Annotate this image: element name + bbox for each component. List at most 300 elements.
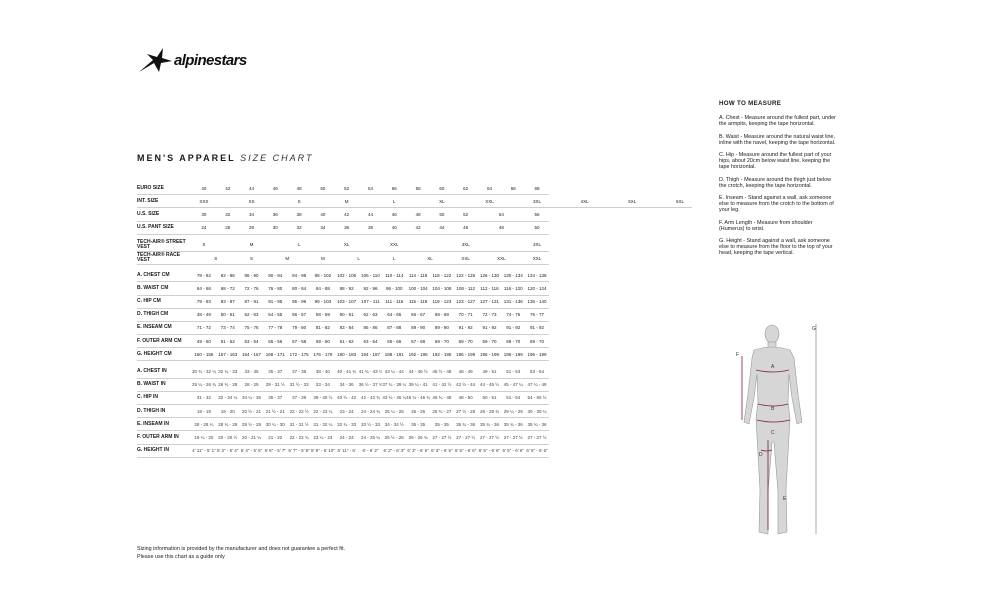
table-cell: 6XL	[668, 195, 692, 208]
table-cell: 192 - 195	[430, 348, 454, 361]
table-cell: 37 - 39	[287, 391, 311, 404]
title-strong: MEN'S APPAREL	[137, 153, 236, 163]
table-cell: XL	[335, 239, 359, 252]
row-label: E. INSEAM IN	[137, 418, 192, 431]
table-cell: 5' 4" - 5' 5"	[240, 444, 264, 457]
table-cell: 33 - 35	[240, 365, 264, 378]
table-cell: 21 ½ - 21	[263, 405, 287, 418]
table-cell: 50	[430, 208, 454, 221]
table-cell: 150 - 156	[192, 348, 216, 361]
table-cell: 55 - 56	[263, 335, 287, 348]
table-cell: 35 ¾ - 36	[525, 418, 549, 431]
table-cell	[311, 195, 335, 208]
row-label: F. OUTER ARM IN	[137, 431, 192, 444]
table-cell: 103 - 107	[335, 295, 359, 308]
table-cell: 63 - 64	[359, 335, 383, 348]
table-cell: 134 - 138	[525, 269, 549, 282]
table-cell: 30 ¼ - 30	[263, 418, 287, 431]
disclaimer-line-2: Please use this chart as a guide only	[137, 553, 225, 560]
table-cell: 46	[263, 182, 287, 195]
table-cell: 40 - 41 ¾	[335, 365, 359, 378]
table-cell: XS	[240, 195, 264, 208]
table-cell: 46	[382, 208, 406, 221]
table-cell: S	[240, 251, 264, 264]
table-cell: 78 - 82	[192, 269, 216, 282]
table-cell: 58	[406, 182, 430, 195]
table-cell: 56	[525, 208, 549, 221]
table-cell: 46 ½ - 48	[430, 365, 454, 378]
table-cell: 43 ¼ - 44	[382, 365, 406, 378]
table-cell: 114 - 118	[406, 269, 430, 282]
table-cell: 68 - 69	[430, 308, 454, 321]
table-cell: 84 - 88	[311, 282, 335, 295]
table-cell: 48 - 49	[192, 308, 216, 321]
how-item-hip: C. Hip - Measure around the fullest part of your hips, about 20cm below waist line, keeping the tape horizontal.	[719, 152, 832, 171]
table-row	[137, 195, 692, 208]
table-cell: 130 - 134	[501, 269, 525, 282]
table-cell: 30 - 30 ¼	[525, 405, 549, 418]
table-cell: 39 - 40 ½	[311, 391, 335, 404]
table-cell: 106 - 110	[359, 269, 383, 282]
table-cell: 48 - 49	[454, 365, 478, 378]
table-cell: 188 - 191	[382, 348, 406, 361]
table-cell: 19 - 19	[192, 405, 216, 418]
table-cell: 53 - 54	[240, 335, 264, 348]
table-cell: 172 - 175	[287, 348, 311, 361]
table-cell: 32	[287, 221, 311, 234]
label-g: G	[812, 326, 816, 332]
table-cell: 20 ½ - 21	[240, 405, 264, 418]
table-cell: 44	[359, 208, 383, 221]
row-label: D. THIGH CM	[137, 308, 192, 321]
table-cell: 116 - 120	[501, 282, 525, 295]
table-cell: 64 - 68	[192, 282, 216, 295]
table-cell: 45 - 47 ¼	[501, 378, 525, 391]
table-cell: 62	[454, 182, 478, 195]
table-cell: 58 - 59	[311, 308, 335, 321]
table-cell: XXL	[382, 239, 406, 252]
table-cell	[359, 195, 383, 208]
disclaimer-line-1: Sizing information is provided by the manufacturer and does not guarantee a perfect fit.	[137, 546, 345, 552]
table-cell: 102 - 106	[335, 269, 359, 282]
table-cell: L	[382, 251, 406, 264]
table-cell: 87 - 91	[240, 295, 264, 308]
table-row	[137, 221, 692, 234]
table-cell: 26 ¾ - 27	[430, 405, 454, 418]
table-cell: 49 - 51	[478, 365, 502, 378]
table-cell: L	[287, 239, 311, 252]
table-cell: 27 - 27 ½	[430, 431, 454, 444]
table-cell: 69 - 70	[501, 335, 525, 348]
table-row	[137, 418, 692, 431]
table-cell: 44 - 46 ½	[406, 365, 430, 378]
how-item-arm: F. Arm Length - Measure from shoulder (Humerus) to wrist.	[719, 219, 813, 232]
table-cell: 50 - 51	[216, 308, 240, 321]
table-cell: 89 - 90	[430, 321, 454, 334]
table-cell: XXS	[192, 195, 216, 208]
table-cell: 120 - 124	[525, 282, 549, 295]
table-cell: 26	[216, 221, 240, 234]
table-cell: 30	[263, 221, 287, 234]
table-cell: 33 ½ - 33	[359, 418, 383, 431]
table-cell: 108 - 112	[454, 282, 478, 295]
table-cell: 110 - 114	[382, 269, 406, 282]
table-cell: 100 - 104	[406, 282, 430, 295]
table-cell: 6' 5" - 6' 6"	[525, 444, 549, 457]
table-row	[137, 378, 692, 391]
table-cell	[216, 239, 240, 252]
table-cell: 72 - 73	[478, 308, 502, 321]
table-cell: 77 - 78	[263, 321, 287, 334]
table-cell: XL	[430, 195, 454, 208]
table-cell: 80 - 84	[287, 282, 311, 295]
table-cell: 5' 6" - 5' 7"	[263, 444, 287, 457]
table-cell: 54 - 55	[263, 308, 287, 321]
table-cell: 24 - 24 ¾	[359, 405, 383, 418]
table-cell: 48 - 50	[454, 391, 478, 404]
table-cell: 91 - 92	[501, 321, 525, 334]
table-cell: 131 - 136	[501, 295, 525, 308]
table-cell: 157 - 163	[216, 348, 240, 361]
how-to-measure-title: HOW TO MEASURE	[719, 100, 782, 107]
table-cell: 86 - 90	[240, 269, 264, 282]
table-cell: 95 - 99	[287, 295, 311, 308]
row-label: U.S. SIZE	[137, 208, 192, 221]
table-cell: 4' 11" - 5' 1"	[192, 444, 216, 457]
table-cell: 66 - 67	[406, 308, 430, 321]
table-cell: 29 - 31 ½	[263, 378, 287, 391]
table-cell: M	[335, 195, 359, 208]
table-cell: 47 ¼ - 49	[525, 378, 549, 391]
table-cell: 42	[216, 182, 240, 195]
table-cell: 75 - 76	[240, 321, 264, 334]
table-cell: 46 ¾ - 48	[430, 391, 454, 404]
table-cell: 38	[359, 221, 383, 234]
table-cell: 91 - 92	[454, 321, 478, 334]
table-cell: 118 - 122	[430, 269, 454, 282]
table-cell: 60 - 61	[335, 308, 359, 321]
table-cell: 36	[335, 221, 359, 234]
table-cell: 107 - 111	[359, 295, 383, 308]
row-label: G. HEIGHT IN	[137, 444, 192, 457]
table-cell: 56 - 57	[287, 308, 311, 321]
table-cell: 21 - 22	[263, 431, 287, 444]
table-cell: 44	[430, 221, 454, 234]
logo-text: alpinestars	[174, 52, 247, 69]
table-cell: 180 - 183	[335, 348, 359, 361]
table-cell: 99 - 103	[311, 295, 335, 308]
row-label: F. OUTER ARM CM	[137, 335, 192, 348]
table-cell: 71 - 72	[192, 321, 216, 334]
table-cell: 54 - 55 ½	[525, 391, 549, 404]
table-cell: 164 - 167	[240, 348, 264, 361]
table-cell: 96 - 100	[382, 282, 406, 295]
table-cell: 52	[454, 208, 478, 221]
table-cell: XXL	[478, 251, 526, 264]
table-cell: 64	[478, 182, 502, 195]
table-cell: 27 ½ - 28	[454, 405, 478, 418]
table-cell: 34	[311, 221, 335, 234]
table-cell: 35 - 37	[263, 391, 287, 404]
table-cell: 20 - 21 ¼	[240, 431, 264, 444]
table-cell: 196 - 199	[525, 348, 549, 361]
table-cell: 30 ¾ - 32 ¼	[192, 365, 216, 378]
table-cell	[359, 239, 383, 252]
table-cell: 35 ¾ - 36	[454, 418, 478, 431]
table-cell: 27 - 27 ½	[525, 431, 549, 444]
table-cell: 38	[287, 208, 311, 221]
table-cell	[478, 239, 526, 252]
table-cell: 52 - 53	[240, 308, 264, 321]
table-cell: 40 ½ - 42	[335, 391, 359, 404]
alpinestars-logo	[137, 45, 272, 75]
table-cell: XXL	[525, 251, 549, 264]
table-cell: 85 - 86	[359, 321, 383, 334]
table-cell: 6' 2" - 6' 3"	[382, 444, 406, 457]
table-cell: 196 - 199	[501, 348, 525, 361]
table-cell: 64 - 65	[382, 308, 406, 321]
table-cell: 6' 5" - 6' 6"	[454, 444, 478, 457]
how-item-waist: B. Waist - Measure around the natural waist line, inline with the navel, keeping the tape horizontal.	[719, 133, 836, 146]
table-cell: 5' 7" - 5' 8"	[287, 444, 311, 457]
row-label: E. INSEAM CM	[137, 321, 192, 334]
table-cell: 68	[525, 182, 549, 195]
table-row	[137, 282, 692, 295]
table-cell	[311, 239, 335, 252]
table-cell: 48	[478, 221, 526, 234]
table-cell: 3XL	[525, 239, 549, 252]
table-cell: 32 ¼ - 33	[216, 365, 240, 378]
table-cell: 127 - 131	[478, 295, 502, 308]
table-cell: 51 - 54	[501, 391, 525, 404]
table-cell: 50	[311, 182, 335, 195]
table-cell: 48	[287, 182, 311, 195]
table-cell: 126 - 130	[478, 269, 502, 282]
table-cell: 91 - 92	[525, 321, 549, 334]
table-cell	[501, 195, 525, 208]
table-cell: 25 ¼ - 25	[382, 405, 406, 418]
row-label: A. CHEST CM	[137, 269, 192, 282]
table-cell: 32 - 34 ¼	[216, 391, 240, 404]
table-cell: 5XL	[620, 195, 644, 208]
table-cell: 92 - 96	[359, 282, 383, 295]
table-cell: 28 - 28 ¼	[192, 418, 216, 431]
table-cell: L	[382, 195, 406, 208]
table-cell: 184 - 187	[359, 348, 383, 361]
table-cell: 90 - 94	[263, 269, 287, 282]
table-cell: 30	[192, 208, 216, 221]
table-cell: 87 - 88	[382, 321, 406, 334]
table-cell: 56	[382, 182, 406, 195]
title-light: SIZE CHART	[240, 153, 314, 163]
table-cell: 34 ¼ - 35	[240, 391, 264, 404]
table-cell: 69 - 70	[430, 335, 454, 348]
table-cell	[549, 195, 573, 208]
table-cell: 104 - 108	[430, 282, 454, 295]
table-cell: 25 ¼ - 26 ¾	[192, 378, 216, 391]
table-cell: 53 - 54	[525, 365, 549, 378]
table-cell: 35 - 35	[406, 418, 430, 431]
table-cell: S	[192, 251, 240, 264]
table-row	[137, 308, 692, 321]
table-cell: 23 ¼ - 23	[311, 431, 335, 444]
table-cell: 49 - 50	[192, 335, 216, 348]
table-cell: XL	[406, 251, 454, 264]
label-a: A	[771, 364, 775, 370]
table-cell: 98 - 102	[311, 269, 335, 282]
table-cell: 31 - 31 ½	[287, 418, 311, 431]
table-cell: 82 - 86	[216, 269, 240, 282]
table-row	[137, 444, 692, 457]
table-row	[137, 208, 692, 221]
table-cell: 50	[525, 221, 549, 234]
table-cell	[263, 239, 287, 252]
table-cell: 19 ¼ - 20	[192, 431, 216, 444]
table-cell: 6' - 6' 2"	[359, 444, 383, 457]
table-cell: XXL	[454, 251, 478, 264]
table-cell: 20 - 20 ½	[216, 431, 240, 444]
table-cell: 136 - 140	[525, 295, 549, 308]
table-cell: 83 - 87	[216, 295, 240, 308]
how-item-chest: A. Chest - Measure around the fullest part, under the armpits, keeping the tape horizontal.	[719, 115, 836, 128]
table-cell: 122 - 126	[454, 269, 478, 282]
table-cell: 62 - 63	[359, 308, 383, 321]
table-cell: 76 - 77	[525, 308, 549, 321]
table-row	[137, 251, 692, 264]
row-label: C. HIP IN	[137, 391, 192, 404]
table-cell: 168 - 171	[263, 348, 287, 361]
page-title	[137, 153, 314, 163]
table-cell: 119 - 123	[430, 295, 454, 308]
table-cell: 44 - 45 ½	[478, 378, 502, 391]
table-cell: XXL	[478, 195, 502, 208]
table-cell: 41 ¾ - 43 ¼	[359, 365, 383, 378]
table-cell: L	[335, 251, 383, 264]
table-cell: 115 - 119	[406, 295, 430, 308]
row-label: TECH-AIR® STREET VEST	[137, 239, 192, 252]
table-cell: 60	[430, 182, 454, 195]
label-e: E	[783, 496, 787, 502]
how-item-height: G. Height - Stand against a wall, ask someone else to measure from the floor to the top of your head, keeping the tape vertical.	[719, 238, 833, 257]
table-cell	[406, 239, 454, 252]
table-cell: 29 ¼ - 29	[501, 405, 525, 418]
table-cell: 42	[406, 221, 430, 234]
table-cell: 50 - 51	[478, 391, 502, 404]
table-cell: 61 - 62	[335, 335, 359, 348]
table-cell: 35 ¾ - 36	[478, 418, 502, 431]
table-cell: 68 - 72	[216, 282, 240, 295]
table-cell	[644, 195, 668, 208]
size-chart-table	[137, 182, 692, 458]
table-cell	[216, 195, 240, 208]
table-cell: 54	[478, 208, 526, 221]
star-icon	[139, 48, 172, 72]
table-cell: 6' 3" - 6' 5"	[430, 444, 454, 457]
table-cell: 70 - 71	[454, 308, 478, 321]
table-cell: 89 - 90	[406, 321, 430, 334]
table-cell: 46	[454, 221, 478, 234]
table-cell: 57 - 58	[287, 335, 311, 348]
table-cell: 24 - 25 ¼	[359, 431, 383, 444]
table-cell: 4XL	[573, 195, 597, 208]
table-cell: 79 - 83	[192, 295, 216, 308]
table-cell: 196 - 199	[454, 348, 478, 361]
table-cell: 44	[240, 182, 264, 195]
table-row	[137, 431, 692, 444]
table-cell: 59 - 60	[311, 335, 335, 348]
table-cell: 40	[192, 182, 216, 195]
table-cell: 40	[382, 221, 406, 234]
table-cell: M	[263, 251, 311, 264]
table-cell: 31 ½ - 33	[287, 378, 311, 391]
label-b: B	[771, 406, 775, 412]
table-cell: 40	[311, 208, 335, 221]
table-cell: 192 - 195	[406, 348, 430, 361]
table-cell: 19 - 20	[216, 405, 240, 418]
table-row	[137, 405, 692, 418]
table-cell: 81 - 82	[311, 321, 335, 334]
size-chart-body	[137, 182, 692, 457]
table-cell: 22 - 23 ¼	[311, 405, 335, 418]
table-cell: 29 ½ - 29	[240, 418, 264, 431]
table-cell: 88 - 92	[335, 282, 359, 295]
table-cell: S	[287, 195, 311, 208]
table-cell: 34 - 36	[335, 378, 359, 391]
table-cell: 73 - 74	[216, 321, 240, 334]
row-label: INT. SIZE	[137, 195, 192, 208]
row-label: EURO SIZE	[137, 182, 192, 195]
table-cell: 28 ¾ - 29	[216, 418, 240, 431]
table-cell: 33 - 34	[311, 378, 335, 391]
table-cell: 112 - 116	[478, 282, 502, 295]
table-cell: 76 - 80	[263, 282, 287, 295]
table-cell: 196 - 199	[478, 348, 502, 361]
table-cell: 26 ¾ - 28	[216, 378, 240, 391]
table-cell: M	[240, 239, 264, 252]
label-c: C	[771, 430, 775, 436]
table-cell: 54	[359, 182, 383, 195]
table-cell: 5' 9" - 5' 10"	[311, 444, 335, 457]
table-cell: 27 - 27 ½	[501, 431, 525, 444]
table-cell: M	[311, 251, 335, 264]
table-cell: 6' 5" - 6' 6"	[501, 444, 525, 457]
table-cell: 35 - 37	[263, 365, 287, 378]
table-cell: 94 - 98	[287, 269, 311, 282]
table-row	[137, 295, 692, 308]
table-cell: 3XL	[525, 195, 549, 208]
table-row	[137, 348, 692, 361]
table-cell	[597, 195, 621, 208]
table-cell	[454, 195, 478, 208]
table-cell: 34	[240, 208, 264, 221]
table-row	[137, 335, 692, 348]
how-item-thigh: D. Thigh - Measure around the thigh just below the crotch, keeping the tape horizontal.	[719, 176, 831, 189]
table-cell: 45 ¼ - 46 ¾	[406, 391, 430, 404]
table-cell: 91 - 95	[263, 295, 287, 308]
row-label: G. HEIGHT CM	[137, 348, 192, 361]
table-cell: 83 - 84	[335, 321, 359, 334]
table-cell: 6' 5" - 6' 6"	[478, 444, 502, 457]
table-cell: 23 - 24	[335, 405, 359, 418]
table-cell: 36 ½ - 37 ¾	[359, 378, 383, 391]
table-cell: 38 - 40	[311, 365, 335, 378]
how-to-measure	[719, 101, 837, 263]
table-cell: 3XL	[454, 239, 478, 252]
table-cell: 91 - 92	[478, 321, 502, 334]
row-label: D. THIGH IN	[137, 405, 192, 418]
table-cell: 69 - 70	[525, 335, 549, 348]
table-cell: 69 - 70	[478, 335, 502, 348]
